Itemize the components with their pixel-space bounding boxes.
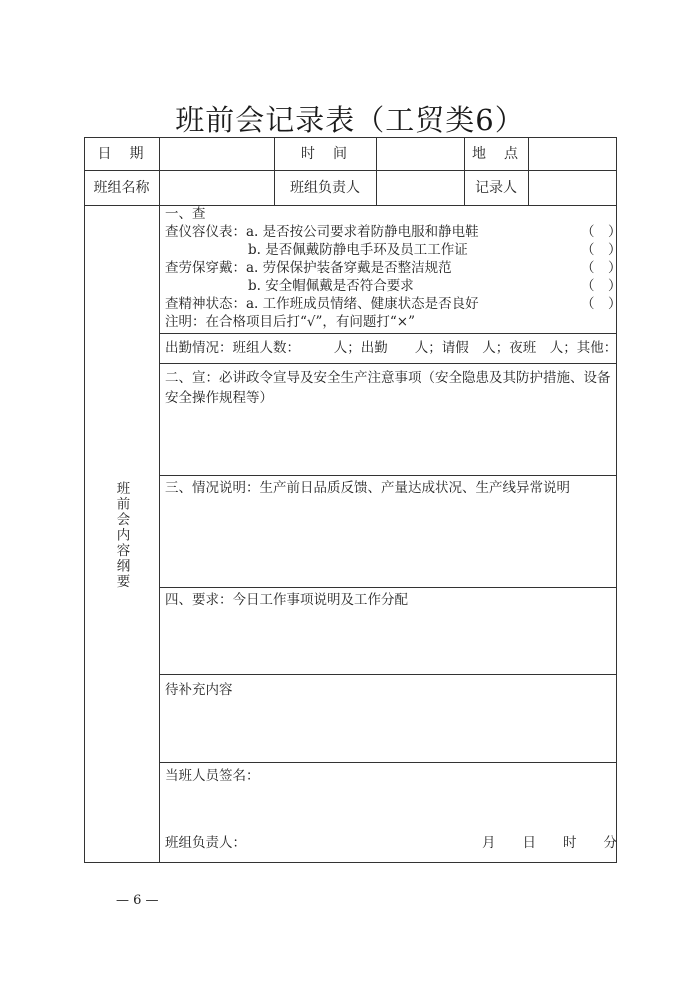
check-spirit-a: 查精神状态：a. 工作班成员情绪、健康状态是否良好 [165,296,479,312]
check-box-ppe-a: （ ） [581,260,622,276]
check-box-instrument-b: （ ） [581,242,622,258]
table-border-bottom [84,862,617,863]
team-leader-label: 班组负责人 [290,180,360,196]
supplement-section: 待补充内容 [165,682,233,698]
table-rule [84,170,617,171]
table-column-rule [376,137,377,205]
staff-signature-label: 当班人员签名： [165,768,260,784]
table-rule [159,674,617,675]
page-title: 班前会记录表（工贸类6） [175,103,525,137]
attendance-line: 出勤情况：班组人数： 人；出勤 人；请假 人；夜班 人；其他： [165,340,618,356]
table-rule [159,475,617,476]
requirements-section: 四、要求：今日工作事项说明及工作分配 [165,592,408,608]
table-rule [159,333,617,334]
place-label: 地 点 [472,146,520,162]
check-box-instrument-a: （ ） [581,224,622,240]
meeting-record-table [84,137,622,863]
table-border-top [84,137,617,138]
page-number: — 6 — [116,893,159,908]
signature-date-fields: 月 日 时 分 [482,835,617,851]
announce-section: 二、宣：必讲政令宣导及安全生产注意事项（安全隐患及其防护措施、设备安全操作规程等） [165,370,611,406]
table-rule [159,762,617,763]
time-label: 时 间 [301,146,349,162]
content-outline-label: 班前会内容纲要 [113,480,130,590]
leader-signature-label: 班组负责人： [165,835,246,851]
team-name-label: 班组名称 [93,180,150,196]
recorder-label: 记录人 [475,180,517,196]
table-rule [159,587,617,588]
check-ppe-b: b. 安全帽佩戴是否符合要求 [248,278,414,294]
check-heading: 一、查 [165,206,206,222]
check-instrument-b: b. 是否佩戴防静电手环及员工工作证 [248,242,468,258]
check-box-ppe-b: （ ） [581,278,622,294]
table-column-rule [159,137,160,863]
content-outline-label-cell [84,207,159,863]
date-label: 日 期 [97,146,146,162]
check-instrument-a: 查仪容仪表：a. 是否按公司要求着防静电服和静电鞋 [165,224,479,240]
table-rule [159,363,617,364]
check-note: 注明：在合格项目后打“√”，有问题打“×” [165,314,416,330]
situation-section: 三、情况说明：生产前日品质反馈、产量达成状况、生产线异常说明 [165,480,570,496]
check-ppe-a: 查劳保穿戴：a. 劳保保护装备穿戴是否整洁规范 [165,260,452,276]
check-box-spirit-a: （ ） [581,296,622,312]
table-rule [84,205,617,206]
table-column-rule [528,137,529,205]
